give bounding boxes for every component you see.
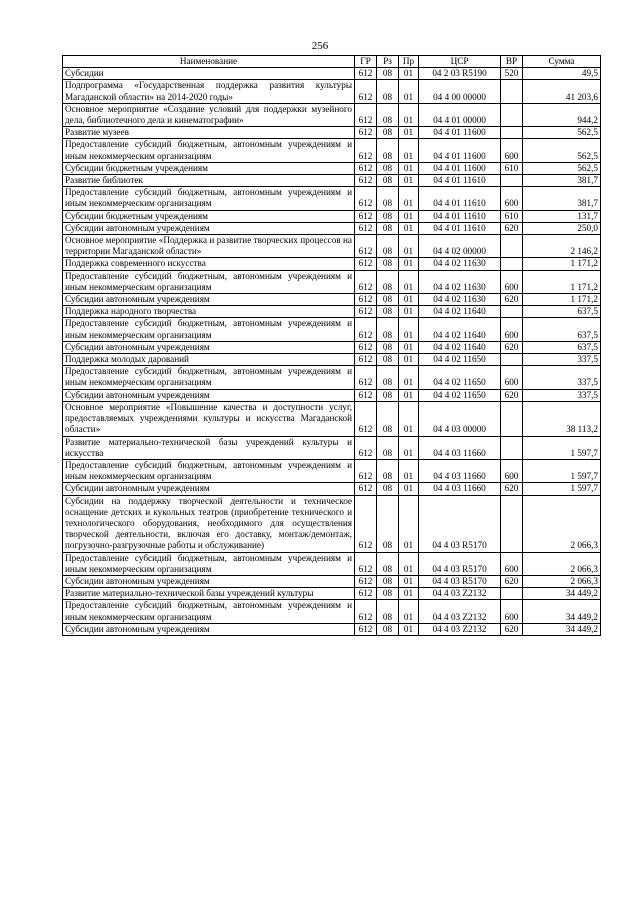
cell-gr: 612 <box>355 318 377 341</box>
cell-pr: 01 <box>399 366 419 389</box>
cell-rz: 08 <box>377 80 399 103</box>
cell-csr: 04 4 02 11650 <box>419 366 501 389</box>
cell-csr: 04 4 01 11600 <box>419 127 501 139</box>
cell-gr: 612 <box>355 210 377 222</box>
table-body <box>63 68 601 636</box>
cell-csr: 04 4 01 11600 <box>419 139 501 162</box>
cell-gr: 612 <box>355 270 377 293</box>
cell-gr: 612 <box>355 235 377 258</box>
cell-vr: 600 <box>501 366 523 389</box>
cell-name: Поддержка современного искусства <box>63 258 355 270</box>
cell-name: Предоставление субсидий бюджетным, автономным учреждениям и иным некоммерческим организациям <box>63 270 355 293</box>
cell-rz: 08 <box>377 354 399 366</box>
cell-rz: 08 <box>377 103 399 126</box>
cell-sum: 1 597,7 <box>523 459 601 482</box>
cell-vr: 610 <box>501 210 523 222</box>
cell-pr: 01 <box>399 459 419 482</box>
cell-pr: 01 <box>399 389 419 401</box>
cell-gr: 612 <box>355 341 377 353</box>
table-row <box>63 436 601 459</box>
cell-name: Предоставление субсидий бюджетным, автономным учреждениям и иным некоммерческим организациям <box>63 318 355 341</box>
cell-gr: 612 <box>355 401 377 436</box>
cell-pr: 01 <box>399 187 419 210</box>
table-row <box>63 588 601 600</box>
cell-csr: 04 4 03 00000 <box>419 401 501 436</box>
cell-rz: 08 <box>377 341 399 353</box>
cell-rz: 08 <box>377 588 399 600</box>
cell-name: Развитие библиотек <box>63 175 355 187</box>
table-row <box>63 162 601 174</box>
cell-csr: 04 4 02 11640 <box>419 318 501 341</box>
cell-csr: 04 4 03 11660 <box>419 436 501 459</box>
cell-rz: 08 <box>377 366 399 389</box>
cell-pr: 01 <box>399 318 419 341</box>
cell-sum: 1 597,7 <box>523 483 601 495</box>
cell-csr: 04 4 02 11630 <box>419 258 501 270</box>
cell-sum: 38 113,2 <box>523 401 601 436</box>
cell-vr: 600 <box>501 139 523 162</box>
page-number: 256 <box>311 40 329 52</box>
cell-vr <box>501 588 523 600</box>
cell-pr: 01 <box>399 175 419 187</box>
cell-sum: 637,5 <box>523 318 601 341</box>
table-row <box>63 575 601 587</box>
cell-vr <box>501 401 523 436</box>
cell-name: Развитие музеев <box>63 127 355 139</box>
cell-sum: 34 449,2 <box>523 588 601 600</box>
cell-name: Развитие материально-технической базы учреждений культуры <box>63 588 355 600</box>
cell-name: Субсидии автономным учреждениям <box>63 294 355 306</box>
cell-pr: 01 <box>399 127 419 139</box>
cell-pr: 01 <box>399 162 419 174</box>
cell-vr <box>501 127 523 139</box>
table-row <box>63 354 601 366</box>
cell-rz: 08 <box>377 127 399 139</box>
cell-csr: 04 4 01 11610 <box>419 187 501 210</box>
cell-pr: 01 <box>399 600 419 623</box>
table-row <box>63 495 601 552</box>
cell-rz: 08 <box>377 139 399 162</box>
cell-sum: 131,7 <box>523 210 601 222</box>
cell-csr: 04 4 02 11630 <box>419 294 501 306</box>
cell-gr: 612 <box>355 600 377 623</box>
cell-sum: 2 066,3 <box>523 552 601 575</box>
cell-csr: 04 4 00 00000 <box>419 80 501 103</box>
cell-csr: 04 4 02 11650 <box>419 354 501 366</box>
cell-gr: 612 <box>355 588 377 600</box>
cell-sum: 562,5 <box>523 127 601 139</box>
cell-vr: 600 <box>501 318 523 341</box>
cell-pr: 01 <box>399 495 419 552</box>
cell-csr: 04 4 01 11610 <box>419 210 501 222</box>
table-row <box>63 210 601 222</box>
cell-gr: 612 <box>355 366 377 389</box>
header-sum: Сумма <box>523 56 601 68</box>
cell-pr: 01 <box>399 235 419 258</box>
cell-vr <box>501 103 523 126</box>
cell-vr <box>501 436 523 459</box>
header-gr: ГР <box>355 56 377 68</box>
cell-pr: 01 <box>399 341 419 353</box>
cell-sum: 337,5 <box>523 389 601 401</box>
table-row <box>63 139 601 162</box>
cell-vr: 620 <box>501 483 523 495</box>
cell-vr: 620 <box>501 222 523 234</box>
cell-vr: 620 <box>501 341 523 353</box>
cell-vr: 520 <box>501 68 523 80</box>
table-row <box>63 127 601 139</box>
cell-rz: 08 <box>377 552 399 575</box>
table-row <box>63 389 601 401</box>
cell-rz: 08 <box>377 318 399 341</box>
cell-name: Основное мероприятие «Поддержка и развитие творческих процессов на территории Магаданской области» <box>63 235 355 258</box>
table-row <box>63 552 601 575</box>
cell-vr <box>501 306 523 318</box>
cell-csr: 04 4 03 11660 <box>419 459 501 482</box>
cell-name: Основное мероприятие «Создание условий для поддержки музейного дела, библиотечного дела и кинематографии» <box>63 103 355 126</box>
cell-vr <box>501 80 523 103</box>
cell-name: Субсидии автономным учреждениям <box>63 623 355 635</box>
cell-sum: 562,5 <box>523 139 601 162</box>
cell-vr <box>501 235 523 258</box>
cell-sum: 381,7 <box>523 187 601 210</box>
cell-rz: 08 <box>377 235 399 258</box>
cell-rz: 08 <box>377 483 399 495</box>
cell-vr: 620 <box>501 294 523 306</box>
cell-pr: 01 <box>399 354 419 366</box>
table-row <box>63 103 601 126</box>
cell-vr: 620 <box>501 623 523 635</box>
table-row <box>63 306 601 318</box>
cell-gr: 612 <box>355 127 377 139</box>
cell-pr: 01 <box>399 436 419 459</box>
cell-vr: 620 <box>501 389 523 401</box>
cell-sum: 637,5 <box>523 341 601 353</box>
cell-vr: 600 <box>501 270 523 293</box>
cell-pr: 01 <box>399 483 419 495</box>
cell-rz: 08 <box>377 575 399 587</box>
cell-name: Предоставление субсидий бюджетным, автономным учреждениям и иным некоммерческим организациям <box>63 600 355 623</box>
cell-pr: 01 <box>399 222 419 234</box>
cell-rz: 08 <box>377 600 399 623</box>
cell-rz: 08 <box>377 187 399 210</box>
cell-sum: 34 449,2 <box>523 600 601 623</box>
cell-name: Подпрограмма «Государственная поддержка развития культуры Магаданской области» на 2014-2020 годы» <box>63 80 355 103</box>
header-csr: ЦСР <box>419 56 501 68</box>
cell-vr: 600 <box>501 459 523 482</box>
cell-csr: 04 4 02 11630 <box>419 270 501 293</box>
cell-gr: 612 <box>355 389 377 401</box>
cell-gr: 612 <box>355 187 377 210</box>
cell-vr <box>501 354 523 366</box>
cell-csr: 04 4 01 00000 <box>419 103 501 126</box>
cell-name: Поддержка молодых дарований <box>63 354 355 366</box>
cell-gr: 612 <box>355 306 377 318</box>
table-row <box>63 222 601 234</box>
cell-pr: 01 <box>399 270 419 293</box>
cell-vr <box>501 175 523 187</box>
cell-name: Поддержка народного творчества <box>63 306 355 318</box>
cell-name: Субсидии автономным учреждениям <box>63 341 355 353</box>
cell-sum: 381,7 <box>523 175 601 187</box>
cell-sum: 2 146,2 <box>523 235 601 258</box>
cell-vr: 610 <box>501 162 523 174</box>
cell-gr: 612 <box>355 103 377 126</box>
cell-gr: 612 <box>355 436 377 459</box>
cell-pr: 01 <box>399 210 419 222</box>
cell-name: Субсидии бюджетным учреждениям <box>63 162 355 174</box>
cell-rz: 08 <box>377 162 399 174</box>
cell-name: Субсидии автономным учреждениям <box>63 483 355 495</box>
cell-csr: 04 4 03 R5170 <box>419 575 501 587</box>
table-row <box>63 187 601 210</box>
table-row <box>63 294 601 306</box>
cell-pr: 01 <box>399 575 419 587</box>
table-row <box>63 600 601 623</box>
cell-vr: 600 <box>501 600 523 623</box>
table-row <box>63 623 601 635</box>
table-row <box>63 318 601 341</box>
cell-csr: 04 2 03 R5190 <box>419 68 501 80</box>
table-row <box>63 175 601 187</box>
cell-sum: 2 066,3 <box>523 575 601 587</box>
cell-vr: 600 <box>501 552 523 575</box>
table-row <box>63 341 601 353</box>
cell-rz: 08 <box>377 210 399 222</box>
header-vr: ВР <box>501 56 523 68</box>
header-pr: Пр <box>399 56 419 68</box>
cell-sum: 337,5 <box>523 366 601 389</box>
budget-table <box>62 55 601 636</box>
cell-rz: 08 <box>377 222 399 234</box>
cell-name: Предоставление субсидий бюджетным, автономным учреждениям и иным некоммерческим организациям <box>63 139 355 162</box>
cell-sum: 1 597,7 <box>523 436 601 459</box>
cell-vr <box>501 495 523 552</box>
cell-name: Субсидии <box>63 68 355 80</box>
table-row <box>63 270 601 293</box>
cell-rz: 08 <box>377 459 399 482</box>
cell-vr <box>501 258 523 270</box>
table-header-row <box>63 56 601 68</box>
cell-sum: 2 066,3 <box>523 495 601 552</box>
cell-rz: 08 <box>377 270 399 293</box>
cell-rz: 08 <box>377 401 399 436</box>
cell-rz: 08 <box>377 623 399 635</box>
cell-rz: 08 <box>377 306 399 318</box>
cell-pr: 01 <box>399 80 419 103</box>
cell-pr: 01 <box>399 68 419 80</box>
cell-pr: 01 <box>399 588 419 600</box>
cell-name: Развитие материально-технической базы учреждений культуры и искусства <box>63 436 355 459</box>
cell-gr: 612 <box>355 623 377 635</box>
cell-csr: 04 4 02 00000 <box>419 235 501 258</box>
cell-sum: 1 171,2 <box>523 294 601 306</box>
cell-gr: 612 <box>355 258 377 270</box>
cell-name: Предоставление субсидий бюджетным, автономным учреждениям и иным некоммерческим организациям <box>63 552 355 575</box>
cell-gr: 612 <box>355 483 377 495</box>
cell-csr: 04 4 03 Z2132 <box>419 588 501 600</box>
cell-csr: 04 4 02 11640 <box>419 341 501 353</box>
cell-sum: 562,5 <box>523 162 601 174</box>
cell-name: Субсидии автономным учреждениям <box>63 575 355 587</box>
cell-sum: 41 203,6 <box>523 80 601 103</box>
cell-gr: 612 <box>355 80 377 103</box>
cell-rz: 08 <box>377 495 399 552</box>
cell-gr: 612 <box>355 575 377 587</box>
cell-csr: 04 4 03 Z2132 <box>419 623 501 635</box>
cell-pr: 01 <box>399 623 419 635</box>
cell-sum: 1 171,2 <box>523 258 601 270</box>
cell-gr: 612 <box>355 222 377 234</box>
cell-name: Предоставление субсидий бюджетным, автономным учреждениям и иным некоммерческим организациям <box>63 366 355 389</box>
cell-name: Субсидии на поддержку творческой деятельности и техническое оснащение детских и кукольных театров (приобретение технического и технологического оборудования, необходимого для осуществления творческой деятельности, включая его доставку, монтаж/демонтаж, погрузочно-разгрузочные работы и обслуживание) <box>63 495 355 552</box>
cell-name: Субсидии автономным учреждениям <box>63 389 355 401</box>
cell-csr: 04 4 01 11610 <box>419 175 501 187</box>
cell-pr: 01 <box>399 139 419 162</box>
cell-pr: 01 <box>399 258 419 270</box>
table-row <box>63 68 601 80</box>
cell-pr: 01 <box>399 552 419 575</box>
cell-gr: 612 <box>355 162 377 174</box>
cell-csr: 04 4 01 11600 <box>419 162 501 174</box>
cell-vr: 600 <box>501 187 523 210</box>
cell-pr: 01 <box>399 401 419 436</box>
cell-csr: 04 4 02 11650 <box>419 389 501 401</box>
cell-sum: 1 171,2 <box>523 270 601 293</box>
cell-gr: 612 <box>355 495 377 552</box>
cell-gr: 612 <box>355 294 377 306</box>
cell-vr: 620 <box>501 575 523 587</box>
cell-csr: 04 4 02 11640 <box>419 306 501 318</box>
cell-gr: 612 <box>355 175 377 187</box>
table-row <box>63 366 601 389</box>
cell-gr: 612 <box>355 68 377 80</box>
table-row <box>63 483 601 495</box>
cell-sum: 637,5 <box>523 306 601 318</box>
header-rz: Рз <box>377 56 399 68</box>
table-row <box>63 235 601 258</box>
table-row <box>63 459 601 482</box>
cell-pr: 01 <box>399 294 419 306</box>
cell-rz: 08 <box>377 68 399 80</box>
cell-sum: 34 449,2 <box>523 623 601 635</box>
cell-gr: 612 <box>355 459 377 482</box>
cell-name: Субсидии бюджетным учреждениям <box>63 210 355 222</box>
cell-csr: 04 4 03 R5170 <box>419 552 501 575</box>
cell-csr: 04 4 01 11610 <box>419 222 501 234</box>
cell-name: Субсидии автономным учреждениям <box>63 222 355 234</box>
cell-rz: 08 <box>377 258 399 270</box>
cell-csr: 04 4 03 11660 <box>419 483 501 495</box>
cell-rz: 08 <box>377 389 399 401</box>
table-row <box>63 401 601 436</box>
table-row <box>63 258 601 270</box>
cell-gr: 612 <box>355 354 377 366</box>
cell-rz: 08 <box>377 436 399 459</box>
cell-sum: 49,5 <box>523 68 601 80</box>
cell-name: Основное мероприятие «Повышение качества и доступности услуг, предоставляемых учреждениями культуры и искусства Магаданской области» <box>63 401 355 436</box>
cell-gr: 612 <box>355 139 377 162</box>
header-name: Наименование <box>63 56 355 68</box>
cell-sum: 250,0 <box>523 222 601 234</box>
cell-name: Предоставление субсидий бюджетным, автономным учреждениям и иным некоммерческим организациям <box>63 459 355 482</box>
cell-name: Предоставление субсидий бюджетным, автономным учреждениям и иным некоммерческим организациям <box>63 187 355 210</box>
cell-pr: 01 <box>399 306 419 318</box>
cell-rz: 08 <box>377 175 399 187</box>
cell-sum: 944,2 <box>523 103 601 126</box>
cell-pr: 01 <box>399 103 419 126</box>
cell-sum: 337,5 <box>523 354 601 366</box>
table-row <box>63 80 601 103</box>
cell-csr: 04 4 03 R5170 <box>419 495 501 552</box>
cell-rz: 08 <box>377 294 399 306</box>
cell-csr: 04 4 03 Z2132 <box>419 600 501 623</box>
cell-gr: 612 <box>355 552 377 575</box>
